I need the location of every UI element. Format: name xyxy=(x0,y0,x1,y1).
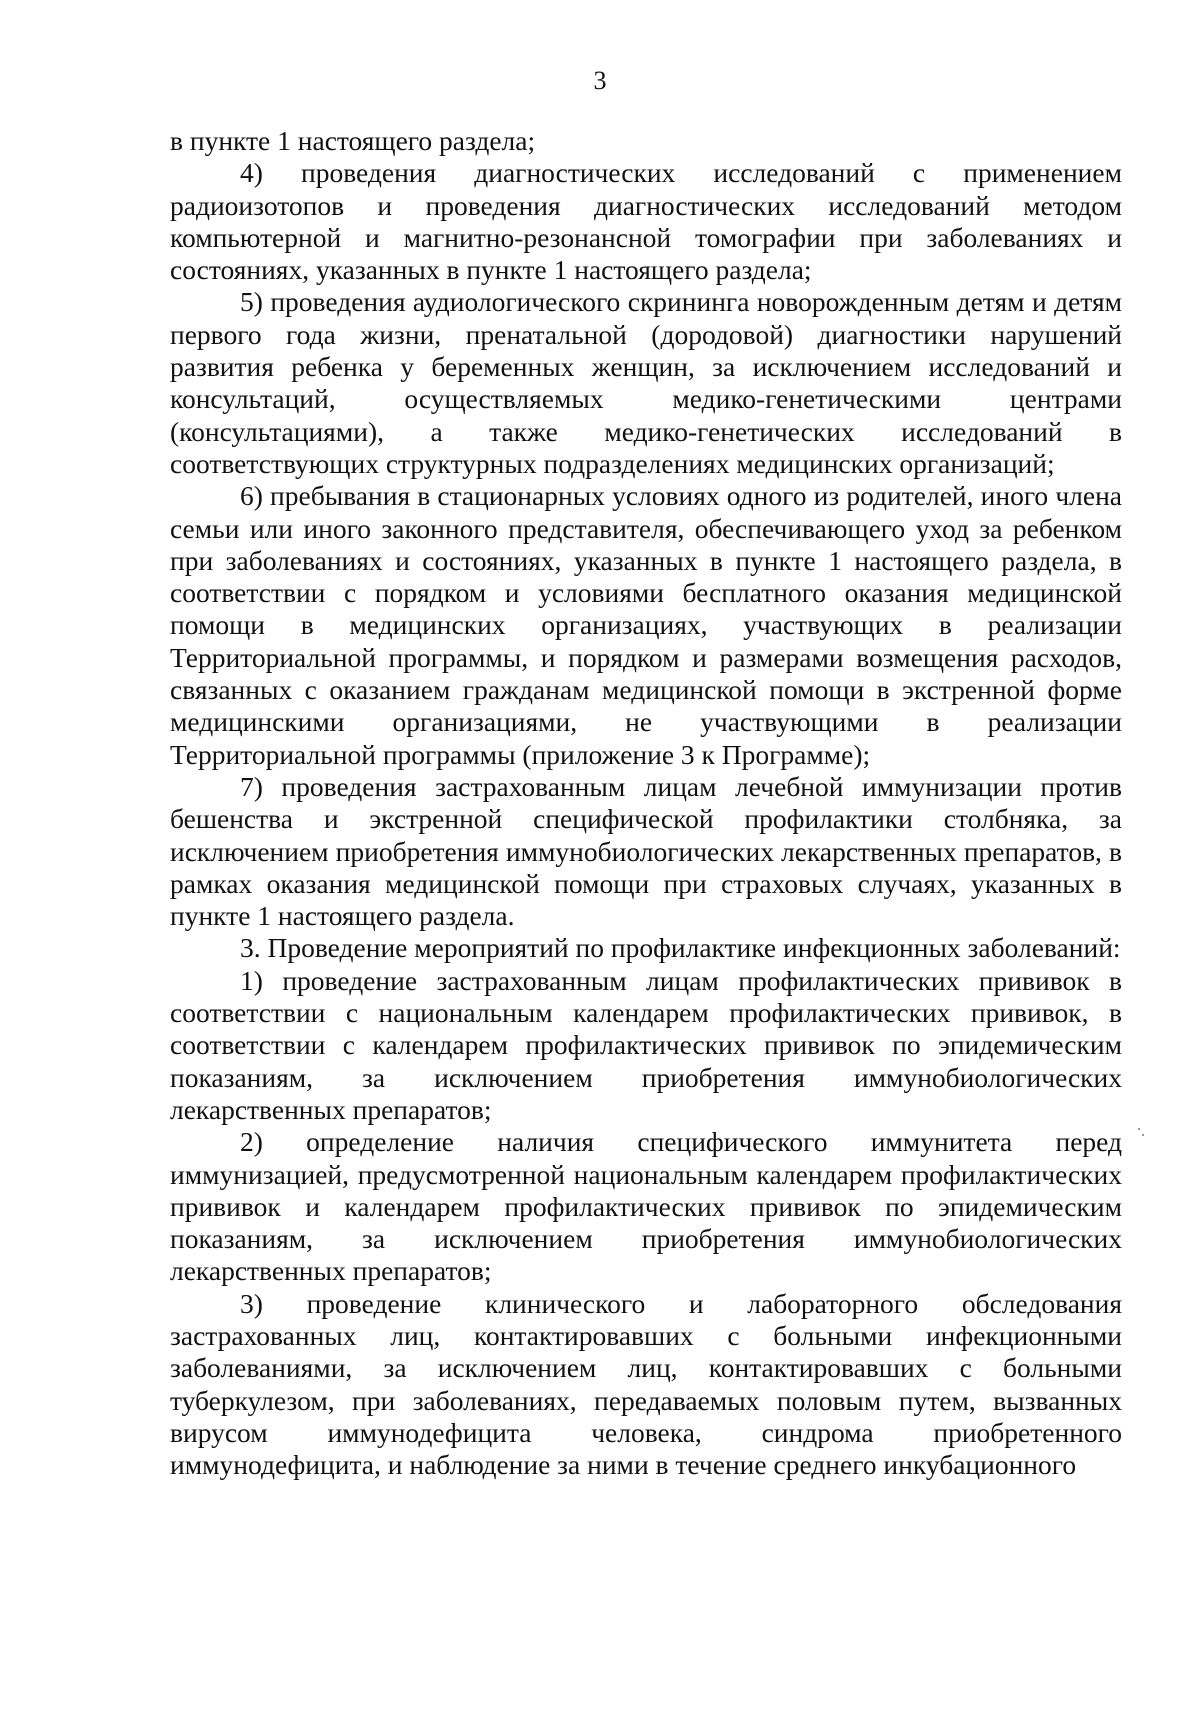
paragraph-3-item-1: 1) проведение застрахованным лицам профилактических прививок в соответствии с национальным календарем профилактических прививок, в соответствии с календарем профилактических прививок по эпидемическим показаниям, за исключением приобретения иммунобиологических лекарственных препаратов; xyxy=(170,964,1122,1125)
paragraph-item-7: 7) проведения застрахованным лицам лечебной иммунизации против бешенства и экстренной специфической профилактики столбняка, за исключением приобретения иммунобиологических лекарственных препаратов, в рамках оказания медицинской помощи при страховых случаях, указанных в пункте 1 настоящего раздела. xyxy=(170,770,1122,932)
scan-speckle xyxy=(1138,1128,1146,1138)
section-3-heading: 3. Проведение мероприятий по профилактике инфекционных заболеваний: xyxy=(240,932,1121,964)
paragraph-continuation: в пункте 1 настоящего раздела; xyxy=(170,125,536,156)
paragraph-3-item-3: 3) проведение клинического и лабораторного обследования застрахованных лиц, контактировавших с больными инфекционными заболеваниями, за исключением лиц, контактировавших с больными туберкулезом, при заболеваниях, передаваемых половым путем, вызванных вирусом иммунодефицита человека, синдрома приобретенного иммунодефицита, и наблюдение за ними в течение среднего инкубационного xyxy=(170,1287,1122,1481)
paragraph-3-item-2: 2) определение наличия специфического иммунитета перед иммунизацией, предусмотренной национальным календарем профилактических прививок и календарем профилактических прививок по эпидемическим показаниям, за исключением приобретения иммунобиологических лекарственных препаратов; xyxy=(170,1126,1122,1287)
paragraph-item-4: 4) проведения диагностических исследований с применением радиоизотопов и проведения диагностических исследований методом компьютерной и магнитно-резонансной томографии при заболеваниях и состояниях, указанных в пункте 1 настоящего раздела; xyxy=(170,157,1122,286)
body-text xyxy=(170,125,1122,1481)
page-number: 3 xyxy=(593,66,607,95)
paragraph-item-5: 5) проведения аудиологического скрининга новорожденным детям и детям первого года жизни, пренатальной (дородовой) диагностики нарушений развития ребенка у беременных женщин, за исключением исследований и консультаций, осуществляемых медико-генетическими центрами (консультациями), а также медико-генетических исследований в соответствующих структурных подразделениях медицинских организаций; xyxy=(170,286,1122,479)
paragraph-item-6: 6) пребывания в стационарных условиях одного из родителей, иного члена семьи или иного законного представителя, обеспечивающего уход за ребенком при заболеваниях и состояниях, указанных в пункте 1 настоящего раздела, в соответствии с порядком и условиями бесплатного оказания медицинской помощи в медицинских организациях, участвующих в реализации Территориальной программы, и порядком и размерами возмещения расходов, связанных с оказанием гражданам медицинской помощи в экстренной форме медицинскими организациями, не участвующими в реализации Территориальной программы (приложение 3 к Программе); xyxy=(170,480,1122,770)
